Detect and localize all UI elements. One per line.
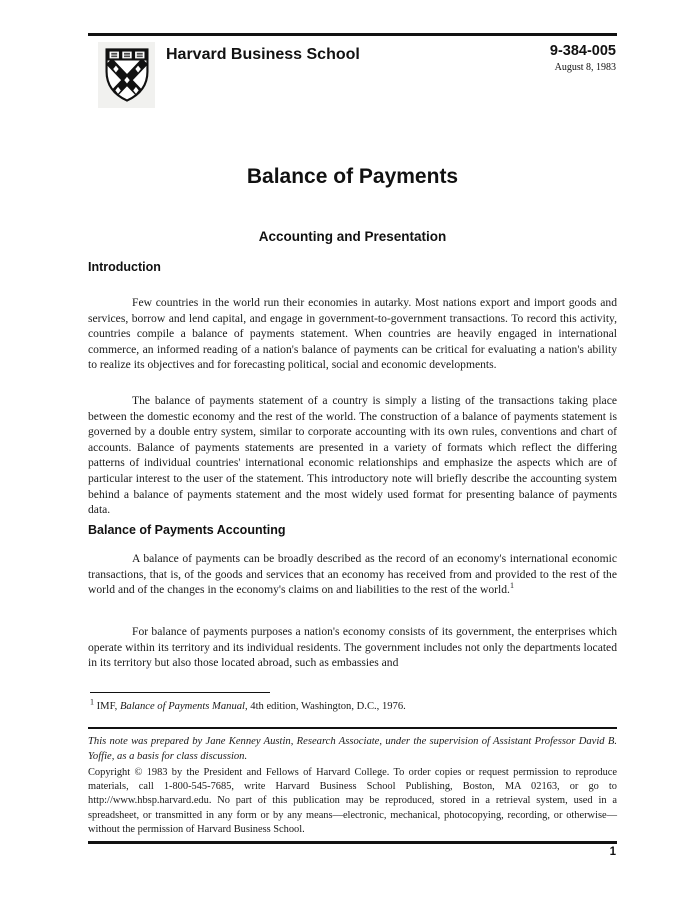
footnote-reference: 1 — [509, 581, 514, 591]
paragraph-intro-2: The balance of payments statement of a country is simply a listing of the transactions taking place between the domestic economy and the rest of the world. The construction of a balance of payments statement is governed by a double entry system, similar to corporate accounting with its own rules, conventions and chart of accounts. Balance of payments statements are presented in a variety of formats which reflect the differing patterns of individual countries' international economic relationships and emphasize the aspects which are of particular interest to the user of the statement. This introductory note will briefly describe the accounting system behind a balance of payments statement and the most widely used format for presenting balance of payments data. — [88, 394, 617, 517]
copyright-notice: Copyright © 1983 by the President and Fellows of Harvard College. To order copies or request permission to reproduce materials, call 1-800-545-7685, write Harvard Business School Publishing, Boston, MA 02163, or go to http://www.hbsp.harvard.edu. No part of this publication may be reproduced, stored in a retrieval system, used in a spreadsheet, or transmitted in any form or by any means—electronic, mechanical, photocopying, recording, or otherwise—without the permission of Harvard Business School. — [88, 767, 617, 835]
footnote-post-text: , 4th edition, Washington, D.C., 1976. — [245, 701, 406, 712]
school-name: Harvard Business School — [166, 46, 360, 63]
paragraph-accounting-2: For balance of payments purposes a nation's economy consists of its government, the enterprises which operate within its territory and its individual residents. The government includes not only the departments located in its territory but also those located abroad, such as embassies and — [88, 625, 617, 670]
section-heading-introduction: Introduction — [88, 260, 161, 274]
paragraph-text: A balance of payments can be broadly described as the record of an economy's international economic transactions, that is, of the goods and services that an economy has received from and provided to the rest of the world and of the changes in the economy's claims on and liabilities to the rest of the world. — [88, 552, 617, 597]
footnote-pre-text: IMF, — [96, 701, 120, 712]
document-number: 9-384-005 — [549, 43, 616, 59]
paragraph-accounting-1 — [88, 551, 617, 598]
section-heading-bop-accounting: Balance of Payments Accounting — [88, 523, 286, 537]
footnote-cited-work: Balance of Payments Manual — [119, 701, 245, 712]
attribution-rule — [88, 727, 617, 729]
page-number: 1 — [609, 846, 616, 858]
footnote-marker: 1 — [90, 697, 94, 707]
document-date: August 8, 1983 — [554, 62, 616, 73]
header-rule — [88, 33, 617, 36]
footnote-separator — [90, 692, 270, 693]
hbs-shield-icon — [98, 42, 155, 108]
footer-rule — [88, 841, 617, 844]
attribution-note: This note was prepared by Jane Kenney Austin, Research Associate, under the supervision of Assistant Professor David B. Yoffie, as a basis for class discussion. — [88, 736, 617, 762]
paragraph-intro-1: Few countries in the world run their economies in autarky. Most nations export and import goods and services, borrow and lend capital, and engage in government-to-government transactions. To record this activity, countries compile a balance of payments statement. When countries are heavily engaged in international commerce, an informed reading of a nation's balance of payments can be critical for evaluating a nation's ability to realize its objectives and for forecasting political, social and economic developments. — [88, 296, 617, 372]
footnote — [90, 697, 617, 714]
document-title: Balance of Payments — [246, 165, 459, 188]
document-subtitle: Accounting and Presentation — [258, 229, 447, 244]
